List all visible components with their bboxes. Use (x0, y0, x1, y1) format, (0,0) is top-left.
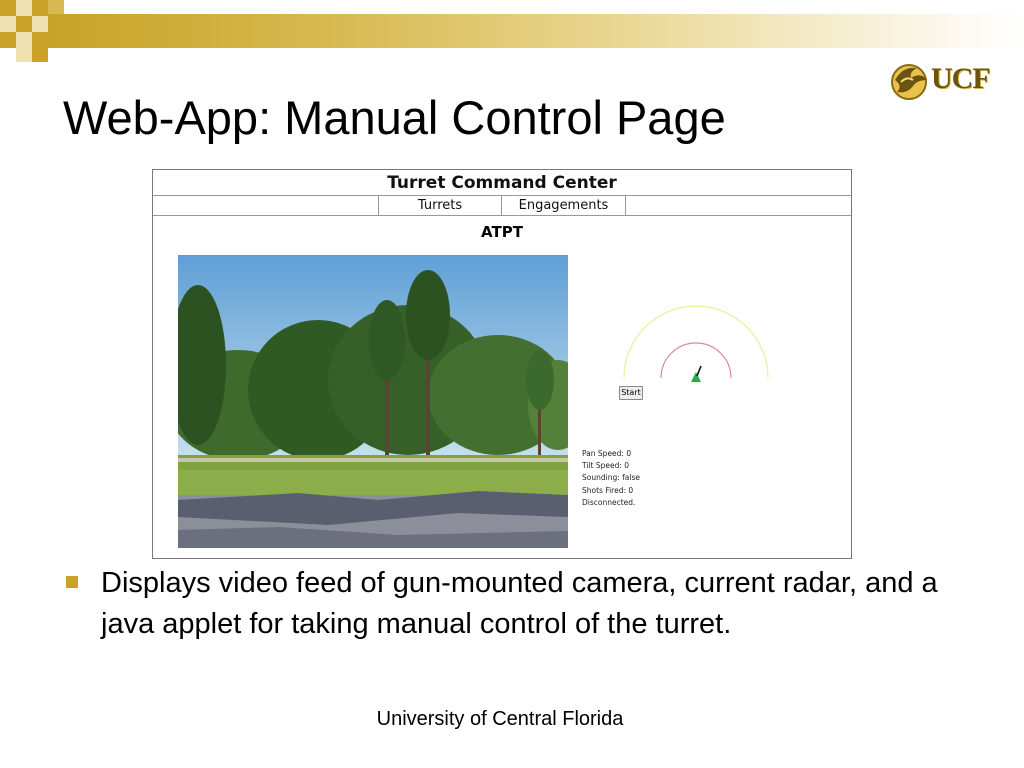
video-feed (178, 255, 568, 548)
pegasus-icon (887, 58, 935, 104)
decor-square (0, 32, 16, 48)
tilt-speed: Tilt Speed: 0 (582, 461, 630, 471)
pan-speed: Pan Speed: 0 (582, 449, 632, 458)
slide-footer: University of Central Florida (376, 708, 624, 730)
decor-square (32, 0, 48, 16)
turret-marker-icon (691, 372, 701, 382)
decor-square (0, 16, 16, 32)
heading-needle-icon (697, 366, 701, 376)
applet-status (582, 448, 640, 509)
app-nav (153, 196, 851, 216)
decor-square (48, 0, 64, 14)
sounding-status: Sounding: false (582, 473, 640, 483)
decor-square (0, 0, 16, 16)
decor-square (16, 0, 32, 16)
bullet-text: Displays video feed of gun-mounted camera, current radar, and a java applet for taking manual control of the turret. (101, 567, 938, 640)
connection-status: Disconnected. (582, 497, 636, 507)
bullet-marker (66, 576, 78, 588)
radar-display (616, 296, 776, 386)
tab-engagements[interactable]: Engagements (501, 196, 626, 216)
decorative-header-band (0, 0, 1024, 62)
decor-square (16, 16, 32, 32)
decor-square (32, 32, 48, 48)
decor-square (16, 48, 32, 62)
decor-square (16, 32, 32, 48)
turret-name: ATPT (481, 223, 523, 241)
decor-square (32, 48, 48, 62)
shots-fired: Shots Fired: 0 (582, 485, 634, 495)
app-header: Turret Command Center (153, 170, 851, 196)
ucf-logo-text: UCF (931, 62, 990, 95)
slide-title: Web-App: Manual Control Page (63, 91, 726, 144)
webapp-screenshot (152, 169, 852, 559)
gold-gradient-bar (48, 14, 1024, 48)
tab-turrets[interactable]: Turrets (378, 196, 502, 216)
decor-square (32, 16, 48, 32)
start-button[interactable]: Start (619, 386, 643, 400)
